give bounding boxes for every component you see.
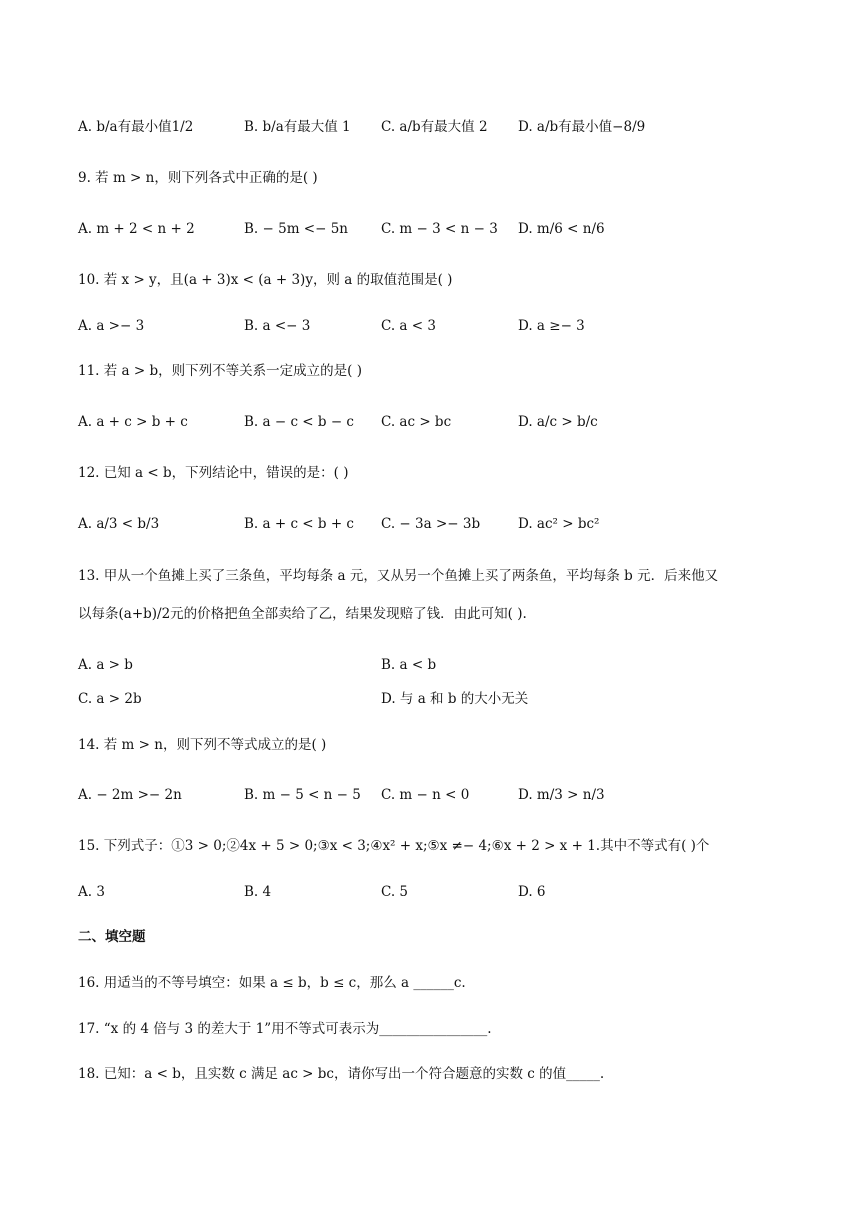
q18-stem: 18. 已知：a < b，且实数 c 满足 ac > bc，请你写出一个符合题意的实数 c 的值_____. — [78, 1066, 605, 1082]
q11-option-a: A. a + c > b + c — [78, 414, 188, 430]
q9-option-a: A. m + 2 < n + 2 — [78, 221, 195, 237]
section-heading-fill-in: 二、填空题 — [78, 929, 146, 945]
q9-option-d: D. m/6 < n/6 — [518, 221, 605, 237]
q12-option-b: B. a + c < b + c — [244, 516, 354, 532]
q11-option-b: B. a − c < b − c — [244, 414, 354, 430]
q9-option-c: C. m − 3 < n − 3 — [381, 221, 498, 237]
q16-stem: 16. 用适当的不等号填空：如果 a ≤ b，b ≤ c，那么 a ______c. — [78, 975, 466, 991]
q15-option-a: A. 3 — [78, 884, 105, 900]
q9-option-b: B. − 5m <− 5n — [244, 221, 348, 237]
q10-stem: 10. 若 x > y，且(a + 3)x < (a + 3)y，则 a 的取值范围是( ) — [78, 272, 453, 288]
q10-option-b: B. a <− 3 — [244, 318, 311, 334]
q14-option-d: D. m/3 > n/3 — [518, 787, 605, 803]
q8-option-b: B. b/a有最大值 1 — [244, 119, 351, 135]
q9-stem: 9. 若 m > n，则下列各式中正确的是( ) — [78, 170, 318, 186]
q11-option-c: C. ac > bc — [381, 414, 452, 430]
q8-option-c: C. a/b有最大值 2 — [381, 119, 488, 135]
q15-option-b: B. 4 — [244, 884, 272, 900]
q13-stem-line2: 以每条(a+b)/2元的价格把鱼全部卖给了乙，结果发现赔了钱．由此可知( ). — [78, 606, 527, 622]
q10-option-d: D. a ≥− 3 — [518, 318, 585, 334]
q12-option-c: C. − 3a >− 3b — [381, 516, 481, 532]
q13-option-b: B. a < b — [381, 657, 437, 673]
q15-stem: 15. 下列式子：①3 > 0;②4x + 5 > 0;③x < 3;④x² + x;⑤x ≠− 4;⑥x + 2 > x + 1.其中不等式有( )个 — [78, 838, 710, 854]
q12-option-a: A. a/3 < b/3 — [78, 516, 160, 532]
q17-stem: 17. “x 的 4 倍与 3 的差大于 1”用不等式可表示为________________. — [78, 1021, 492, 1037]
q11-stem: 11. 若 a > b，则下列不等关系一定成立的是( ) — [78, 363, 362, 379]
q14-option-a: A. − 2m >− 2n — [78, 787, 182, 803]
q8-option-a: A. b/a有最小值1/2 — [78, 119, 194, 135]
q15-option-c: C. 5 — [381, 884, 409, 900]
q13-option-a: A. a > b — [78, 657, 133, 673]
q14-option-b: B. m − 5 < n − 5 — [244, 787, 361, 803]
q13-option-d: D. 与 a 和 b 的大小无关 — [381, 691, 529, 707]
q8-option-d: D. a/b有最小值−8/9 — [518, 119, 646, 135]
q11-option-d: D. a/c > b/c — [518, 414, 598, 430]
q14-stem: 14. 若 m > n，则下列不等式成立的是( ) — [78, 737, 327, 753]
q13-stem-line1: 13. 甲从一个鱼摊上买了三条鱼，平均每条 a 元，又从另一个鱼摊上买了两条鱼，平均每条 b 元．后来他又 — [78, 568, 719, 584]
q12-stem: 12. 已知 a < b，下列结论中，错误的是：( ) — [78, 465, 349, 481]
q12-option-d: D. ac² > bc² — [518, 516, 600, 532]
q15-option-d: D. 6 — [518, 884, 546, 900]
q13-option-c: C. a > 2b — [78, 691, 142, 707]
q14-option-c: C. m − n < 0 — [381, 787, 470, 803]
q10-option-c: C. a < 3 — [381, 318, 436, 334]
q10-option-a: A. a >− 3 — [78, 318, 145, 334]
